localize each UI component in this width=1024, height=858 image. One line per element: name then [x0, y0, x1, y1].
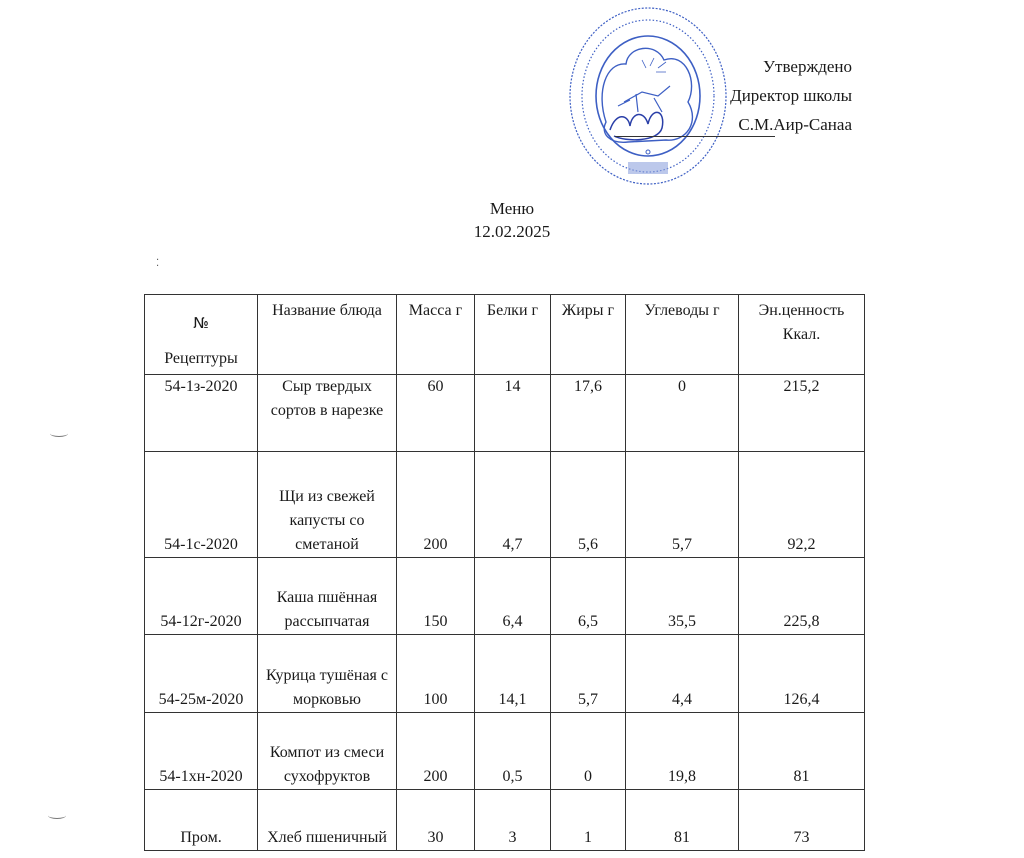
header-recipe-symbol: № [193, 314, 209, 332]
cell-protein: 4,7 [475, 452, 551, 558]
cell-recipe: 54-1з-2020 [145, 375, 258, 452]
table-row [145, 375, 865, 452]
header-energy: Эн.ценность Ккал. [739, 295, 865, 375]
cell-carbs: 0 [626, 375, 739, 452]
cell-fat: 17,6 [551, 375, 626, 452]
punch-hole-mark [50, 430, 68, 437]
cell-energy: 225,8 [739, 558, 865, 635]
cell-mass: 30 [397, 790, 475, 851]
document-title: Меню [489, 199, 535, 218]
table-row [145, 790, 865, 851]
cell-carbs: 4,4 [626, 635, 739, 713]
cell-recipe: 54-12г-2020 [145, 558, 258, 635]
cell-fat: 5,6 [551, 452, 626, 558]
cell-energy: 126,4 [739, 635, 865, 713]
cell-carbs: 5,7 [626, 452, 739, 558]
cell-dish: Сыр твердых сортов в нарезке [258, 375, 397, 452]
cell-fat: 0 [551, 713, 626, 790]
cell-protein: 14 [475, 375, 551, 452]
cell-recipe: Пром. [145, 790, 258, 851]
scan-speck: ⁚ [156, 258, 160, 269]
cell-dish: Курица тушёная с морковью [258, 635, 397, 713]
approver-position: Директор школы [730, 86, 852, 105]
table-row [145, 635, 865, 713]
cell-protein: 14,1 [475, 635, 551, 713]
cell-energy: 92,2 [739, 452, 865, 558]
school-seal-stamp [566, 2, 730, 196]
cell-mass: 150 [397, 558, 475, 635]
cell-protein: 3 [475, 790, 551, 851]
header-dish: Название блюда [258, 295, 397, 375]
cell-mass: 200 [397, 713, 475, 790]
cell-dish: Щи из свежей капусты со сметаной [258, 452, 397, 558]
header-recipe [145, 295, 258, 375]
cell-recipe: 54-1хн-2020 [145, 713, 258, 790]
cell-carbs: 81 [626, 790, 739, 851]
cell-dish: Хлеб пшеничный [258, 790, 397, 851]
header-recipe-label: Рецептуры [164, 350, 238, 367]
cell-energy: 73 [739, 790, 865, 851]
header-protein: Белки г [475, 295, 551, 375]
cell-recipe: 54-1с-2020 [145, 452, 258, 558]
table-row [145, 452, 865, 558]
cell-dish: Каша пшённая рассыпчатая [258, 558, 397, 635]
approver-name: С.М.Аир-Санаа [738, 115, 852, 134]
menu-table [144, 294, 865, 851]
cell-mass: 100 [397, 635, 475, 713]
cell-fat: 6,5 [551, 558, 626, 635]
cell-fat: 1 [551, 790, 626, 851]
cell-carbs: 35,5 [626, 558, 739, 635]
table-row [145, 713, 865, 790]
cell-energy: 215,2 [739, 375, 865, 452]
cell-protein: 6,4 [475, 558, 551, 635]
punch-hole-mark [48, 812, 66, 819]
table-header-row [145, 295, 865, 375]
header-mass: Масса г [397, 295, 475, 375]
header-fat: Жиры г [551, 295, 626, 375]
cell-mass: 200 [397, 452, 475, 558]
cell-protein: 0,5 [475, 713, 551, 790]
cell-dish: Компот из смеси сухофруктов [258, 713, 397, 790]
cell-recipe: 54-25м-2020 [145, 635, 258, 713]
cell-mass: 60 [397, 375, 475, 452]
cell-energy: 81 [739, 713, 865, 790]
cell-carbs: 19,8 [626, 713, 739, 790]
approval-block [730, 52, 852, 139]
cell-fat: 5,7 [551, 635, 626, 713]
document-date: 12.02.2025 [473, 222, 551, 241]
table-row [145, 558, 865, 635]
header-carbs: Углеводы г [626, 295, 739, 375]
approval-status: Утверждено [763, 57, 852, 76]
